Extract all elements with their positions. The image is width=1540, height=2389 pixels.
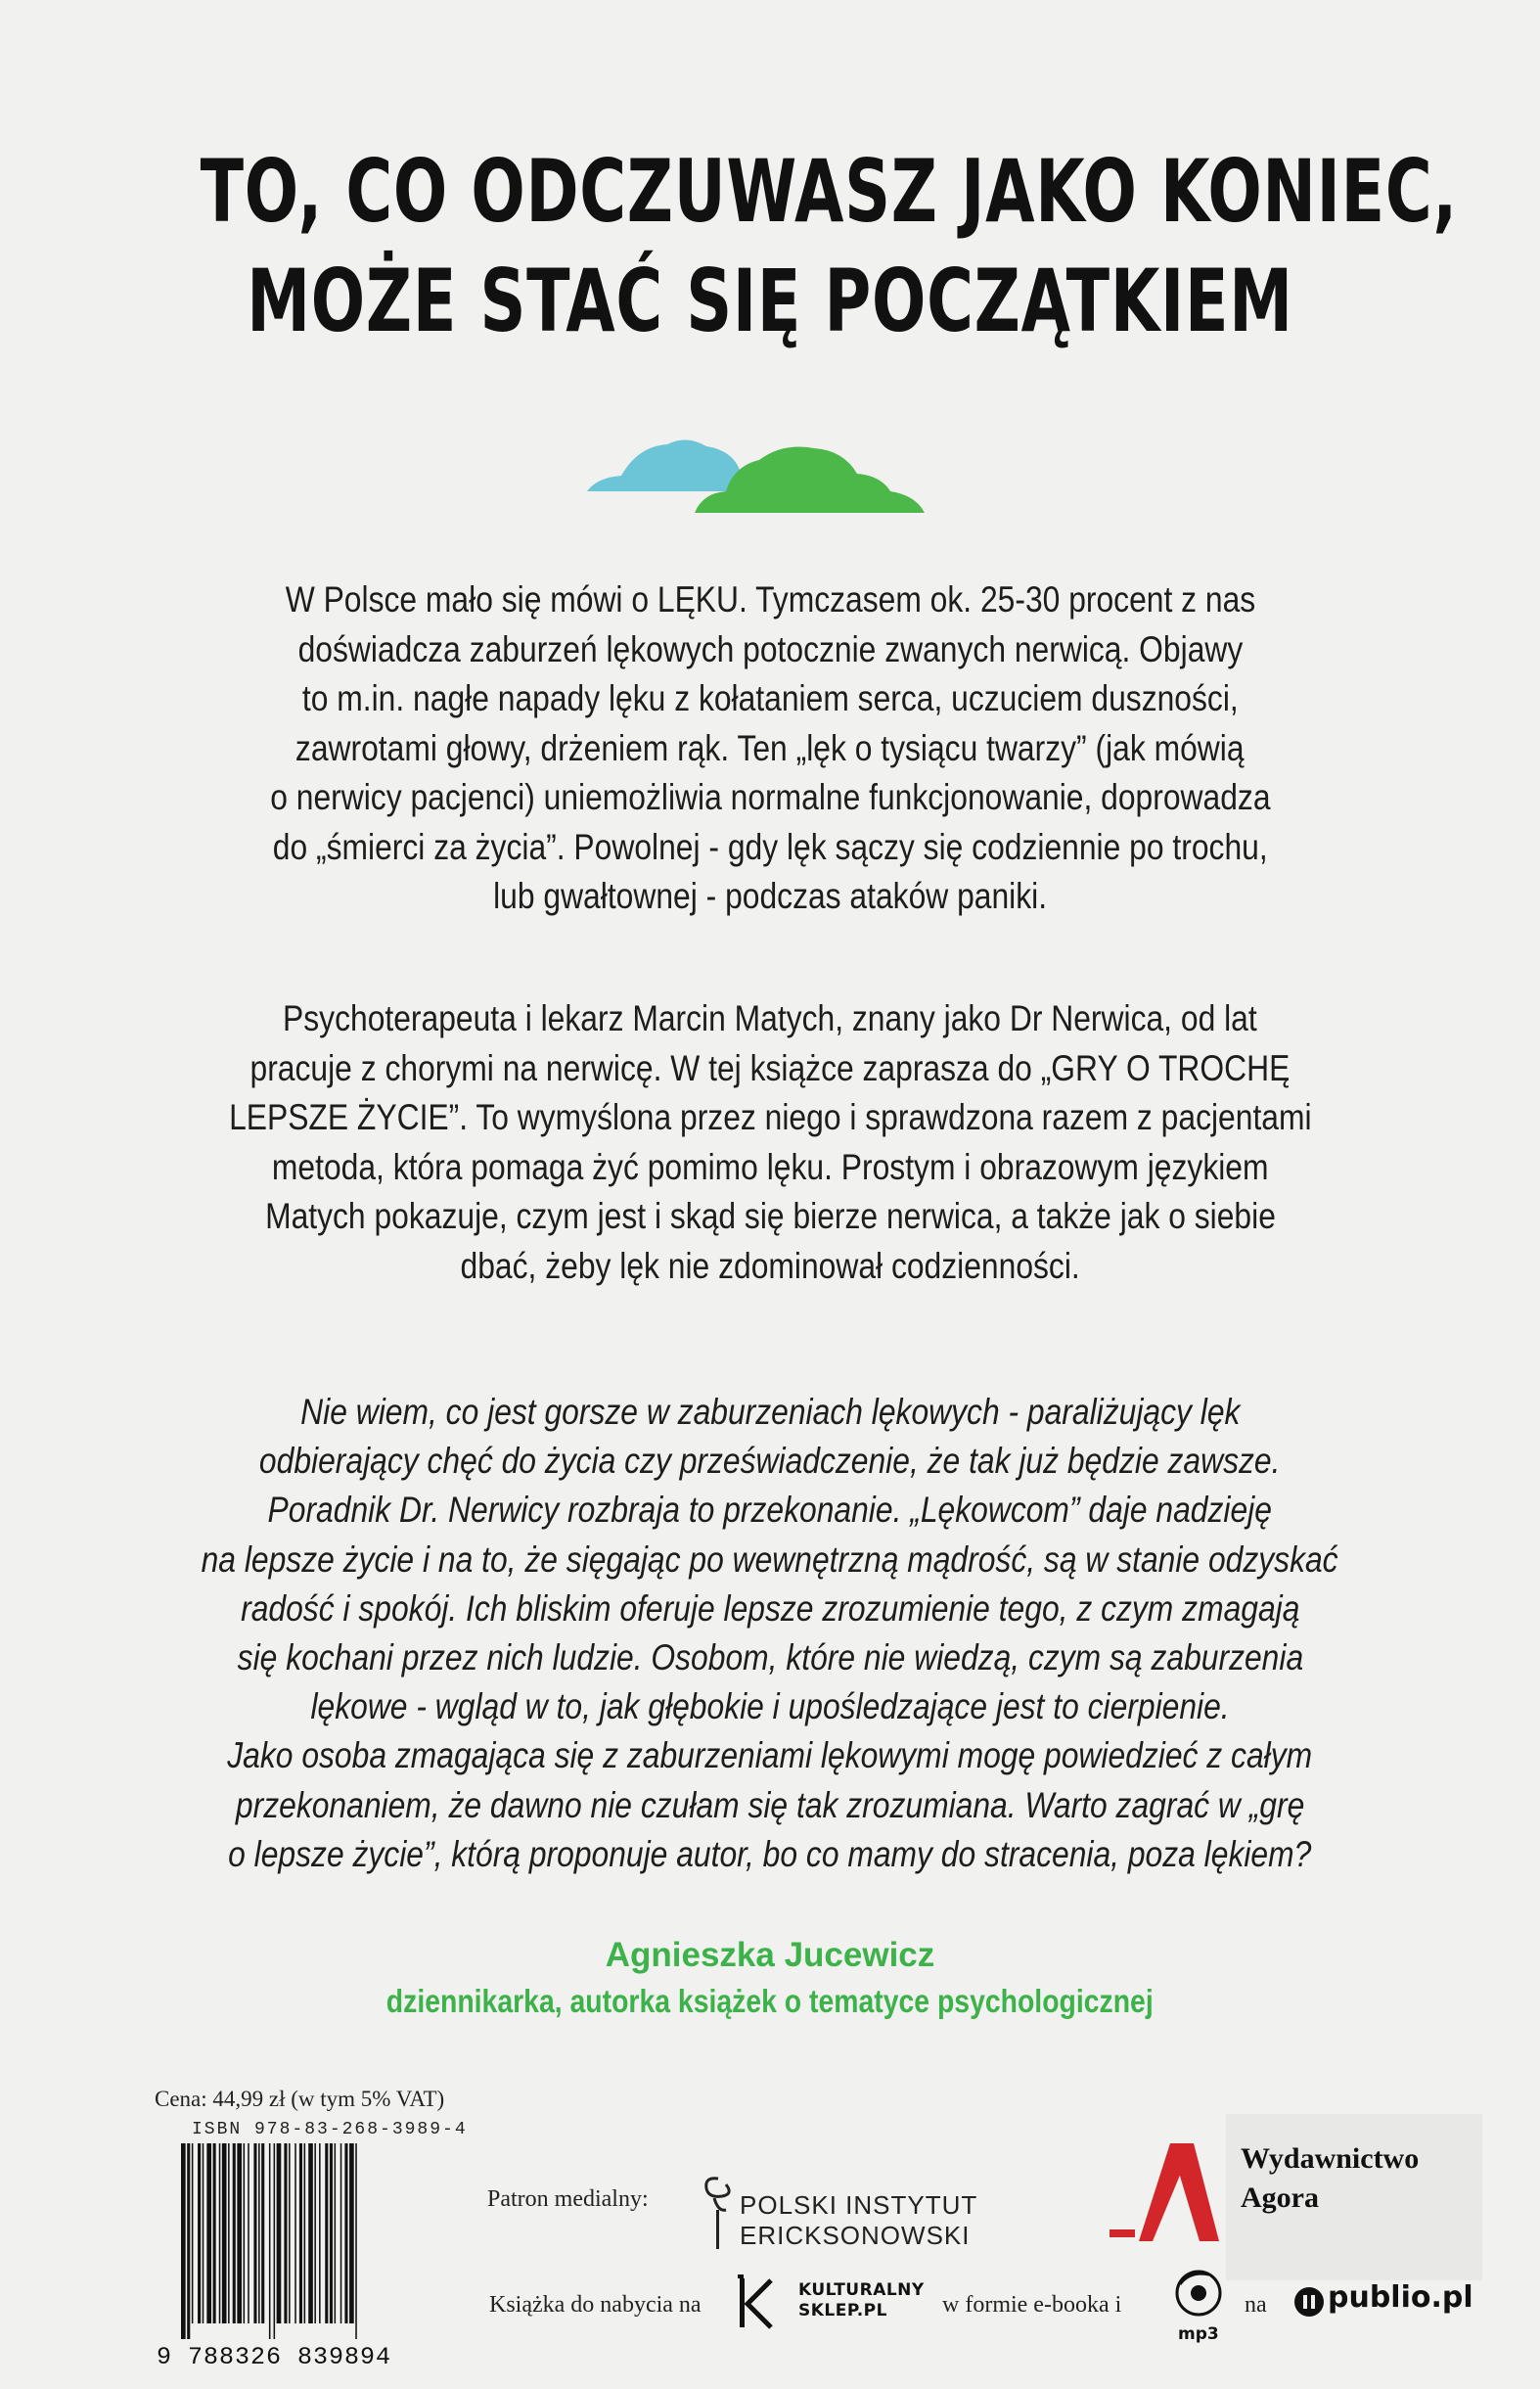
kulturalny-sklep-logo-icon[interactable] (736, 2273, 781, 2337)
barcode-bar (258, 2143, 260, 2323)
barcode-bar (198, 2143, 201, 2323)
availability-text-3: na (1245, 2292, 1267, 2318)
headline-line-1: TO, CO ODCZUWASZ JAKO KONIEC, (200, 141, 1458, 242)
polski-instytut-ericksonowski-text (740, 2190, 977, 2251)
headline (200, 137, 1458, 356)
paragraph1-line: zawrotami głowy, drżeniem rąk. Ten „lęk o tysiącu twarzy” (jak mówią (295, 727, 1245, 768)
barcode-bar (213, 2143, 216, 2323)
quote-author-role: dziennikarka, autorka książek o tematyce psychologicznej (386, 1983, 1154, 2019)
paragraph2-line: LEPSZE ŻYCIE”. To wymyślona przez niego i sprawdzona razem z pacjentami (228, 1097, 1312, 1137)
barcode-bar (330, 2143, 333, 2323)
barcode-bar (219, 2143, 221, 2323)
barcode-bar (355, 2143, 357, 2339)
pie-line-1: POLSKI INSTYTUT (740, 2190, 978, 2220)
barcode-bar (284, 2143, 287, 2323)
barcode-bar (228, 2143, 230, 2323)
paragraph2-line: metoda, która pomaga żyć pomimo lęku. Prostym i obrazowym językiem (271, 1146, 1269, 1187)
paragraph1-line: to m.in. nagłe napady lęku z kołataniem serca, uczuciem duszności, (301, 678, 1239, 718)
barcode-bar (344, 2143, 347, 2323)
barcode-bar (248, 2143, 249, 2323)
price-label: Cena: 44,99 zł (w tym 5% VAT) (155, 2087, 445, 2111)
barcode-bar (319, 2143, 321, 2323)
barcode-bar (314, 2143, 316, 2323)
barcode-bar (277, 2143, 282, 2323)
barcode-bar (274, 2143, 276, 2339)
availability-text-1: Książka do nabycia na (489, 2292, 702, 2318)
barcode-bar (299, 2143, 302, 2323)
paragraph2-line: dbać, żeby lęk nie zdominował codzienności. (460, 1245, 1080, 1286)
barcode-bar (294, 2143, 296, 2323)
barcode-bar (304, 2143, 306, 2323)
publisher-line-1: Wydawnictwo (1241, 2142, 1420, 2175)
quote-line: Jako osoba zmagająca się z zaburzeniami lękowymi mogę powiedzieć z całym (227, 1735, 1313, 1776)
paragraph1-line: do „śmierci za życia”. Powolnej - gdy lęk sączy się codziennie po trochu, (272, 826, 1268, 867)
quote-line: radość i spokój. Ich bliskim oferuje lepsze zrozumienie tego, z czym zmagają (240, 1587, 1300, 1629)
quote-line: Poradnik Dr. Nerwicy rozbraja to przekonanie. „Lękowcom” daje nadzieję (267, 1490, 1273, 1531)
isbn-label: ISBN 978-83-268-3989-4 (192, 2120, 468, 2139)
polski-instytut-ericksonowski-logo-icon (697, 2169, 742, 2253)
availability-text-2: w formie e-booka i (942, 2292, 1122, 2318)
barcode-bar (203, 2143, 204, 2323)
publio-link[interactable]: publio.pl (1328, 2280, 1473, 2315)
barcode-bar (244, 2143, 246, 2323)
barcode-bar (237, 2143, 242, 2323)
ks-line-1: KULTURALNY (798, 2280, 925, 2300)
kulturalny-sklep-text[interactable] (798, 2280, 925, 2321)
barcode-bar (206, 2143, 211, 2323)
barcode-bar (289, 2143, 291, 2323)
quote-line: lękowe - wgląd w to, jak głębokie i upośledzające jest to cierpienie. (310, 1686, 1230, 1727)
quote-line: się kochani przez nich ludzie. Osobom, które nie wiedzą, czym są zaburzenia (237, 1637, 1303, 1678)
paragraph1-line: lub gwałtownej - podczas ataków paniki. (492, 876, 1048, 916)
barcode-bar (192, 2143, 194, 2323)
barcode-bar (261, 2143, 264, 2323)
paragraph2-line: pracuje z chorymi na nerwicę. W tej książce zaprasza do „GRY O TROCHĘ (249, 1047, 1291, 1088)
pie-line-2: ERICKSONOWSKI (740, 2221, 971, 2250)
paragraph2-line: Psychoterapeuta i lekarz Marcin Matych, znany jako Dr Nerwica, od lat (283, 998, 1257, 1038)
description-paragraph-1 (88, 575, 1452, 922)
barcode-bar (308, 2143, 313, 2323)
barcode-bar (187, 2143, 190, 2339)
mp3-disc-icon (1170, 2265, 1227, 2323)
quote-line: Nie wiem, co jest gorsze w zaburzeniach lękowych - paraliżujący lęk (299, 1392, 1241, 1432)
barcode-bar (349, 2143, 354, 2323)
paragraph1-line: W Polsce mało się mówi o LĘKU. Tymczasem ok. 25-30 procent z nas (285, 579, 1255, 620)
quote-line: o lepsze życie”, którą proponuje autor, bo co mamy do stracenia, poza lękiem? (228, 1833, 1312, 1874)
barcode-bar (340, 2143, 342, 2323)
barcode-bar (335, 2143, 337, 2323)
paragraph2-line: Matych pokazuje, czym jest i skąd się bierze nerwica, a także jak o siebie (264, 1196, 1276, 1236)
quote-line: przekonaniem, że dawno nie czułam się tak zrozumiana. Warto zagrać w „grę (235, 1784, 1305, 1825)
barcode-bar (253, 2143, 256, 2323)
publisher-line-2: Agora (1241, 2182, 1319, 2214)
barcode-bar (233, 2143, 236, 2323)
barcode-bar (222, 2143, 227, 2323)
ks-line-2: SKLEP.PL (798, 2301, 887, 2320)
isbn-barcode (179, 2143, 445, 2339)
quote-author-name: Agnieszka Jucewicz (605, 1936, 935, 1974)
paragraph1-line: doświadcza zaburzeń lękowych potocznie zwanych nerwicą. Objawy (297, 628, 1243, 669)
media-patron-label: Patron medialny: (487, 2186, 649, 2212)
publisher-name (1241, 2139, 1419, 2218)
description-paragraph-2 (88, 994, 1452, 1291)
headline-line-2: MOŻE STAĆ SIĘ POCZĄTKIEM (247, 251, 1293, 351)
publio-logo-icon[interactable] (1293, 2286, 1325, 2318)
endorsement-quote (88, 1388, 1452, 1879)
barcode-bar (269, 2143, 271, 2339)
mp3-label: mp3 (1178, 2324, 1219, 2344)
quote-line: na lepsze życie i na to, że sięgając po wewnętrzną mądrość, są w stanie odzyskać (201, 1539, 1338, 1580)
paragraph1-line: o nerwicy pacjenci) uniemożliwia normalne funkcjonowanie, doprowadza (269, 777, 1271, 817)
agora-logo-icon (1110, 2143, 1233, 2249)
clouds-illustration (587, 431, 925, 519)
barcode-bar (325, 2143, 328, 2323)
barcode-digits: 9 788326 839894 (157, 2343, 392, 2371)
quote-line: odbierający chęć do życia czy przeświadczenie, że tak już będzie zawsze. (259, 1441, 1281, 1482)
barcode-bar (181, 2143, 186, 2339)
